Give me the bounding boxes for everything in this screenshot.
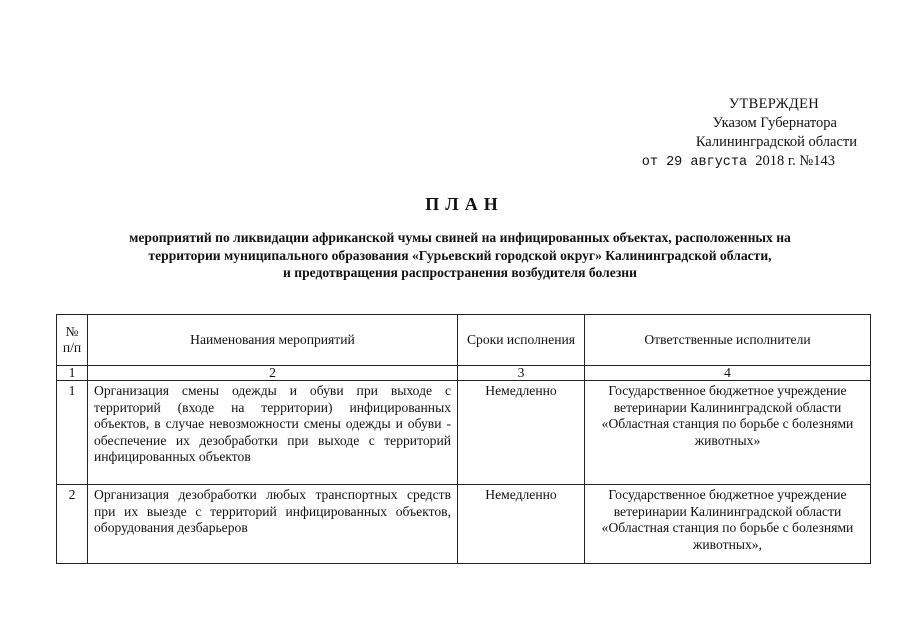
approval-title: УТВЕРЖДЕН — [728, 96, 819, 112]
row-deadline: Немедленно — [458, 381, 585, 485]
row-number: 2 — [57, 485, 88, 564]
column-number-row — [57, 366, 871, 381]
subtitle-line-3: и предотвращения распространения возбудителя болезни — [283, 265, 637, 280]
header-deadline: Сроки исполнения — [458, 315, 585, 366]
approval-date-number: 2018 г. №143 — [755, 153, 835, 169]
column-number: 4 — [585, 366, 871, 381]
row-responsible: Государственное бюджетное учреждение ветеринарии Калининградской области «Областная станция по борьбе с болезнями животных» — [585, 381, 871, 485]
header-number: № п/п — [57, 315, 88, 366]
row-responsible: Государственное бюджетное учреждение ветеринарии Калининградской области «Областная станция по борьбе с болезнями животных», — [585, 485, 871, 564]
header-activity: Наименования мероприятий — [88, 315, 458, 366]
approval-region: Калининградской области — [695, 134, 857, 150]
column-number: 3 — [458, 366, 585, 381]
column-number: 1 — [57, 366, 88, 381]
row-activity: Организация дезобработки любых транспортных средств при их выезде с территорий инфицированных объектов, оборудования дезбарьеров — [88, 485, 458, 564]
header-responsible: Ответственные исполнители — [585, 315, 871, 366]
table-header-row — [57, 315, 871, 366]
table-row — [57, 381, 871, 485]
table-row — [57, 485, 871, 564]
column-number: 2 — [88, 366, 458, 381]
approval-date — [642, 152, 857, 172]
row-activity: Организация смены одежды и обуви при выходе с территорий (входе на территории) инфицированных объектов, в случае невозможности смены одежды и обуви - обеспечение их дезобработки при выходе с территорий инфицированных объектов — [88, 381, 458, 485]
document-title: ПЛАН — [425, 194, 504, 214]
approval-decree: Указом Губернатора — [712, 115, 837, 131]
approval-date-prefix: от 29 августа — [641, 155, 748, 170]
row-deadline: Немедленно — [458, 485, 585, 564]
plan-table — [56, 314, 871, 564]
subtitle-line-2: территории муниципального образования «Гурьевский городской округ» Калининградской области, — [148, 247, 772, 263]
subtitle-line-1: мероприятий по ликвидации африканской чумы свиней на инфицированных объектах, расположенных на — [129, 230, 791, 245]
row-number: 1 — [57, 381, 88, 485]
document-subtitle — [60, 229, 860, 282]
approval-block — [642, 95, 857, 172]
